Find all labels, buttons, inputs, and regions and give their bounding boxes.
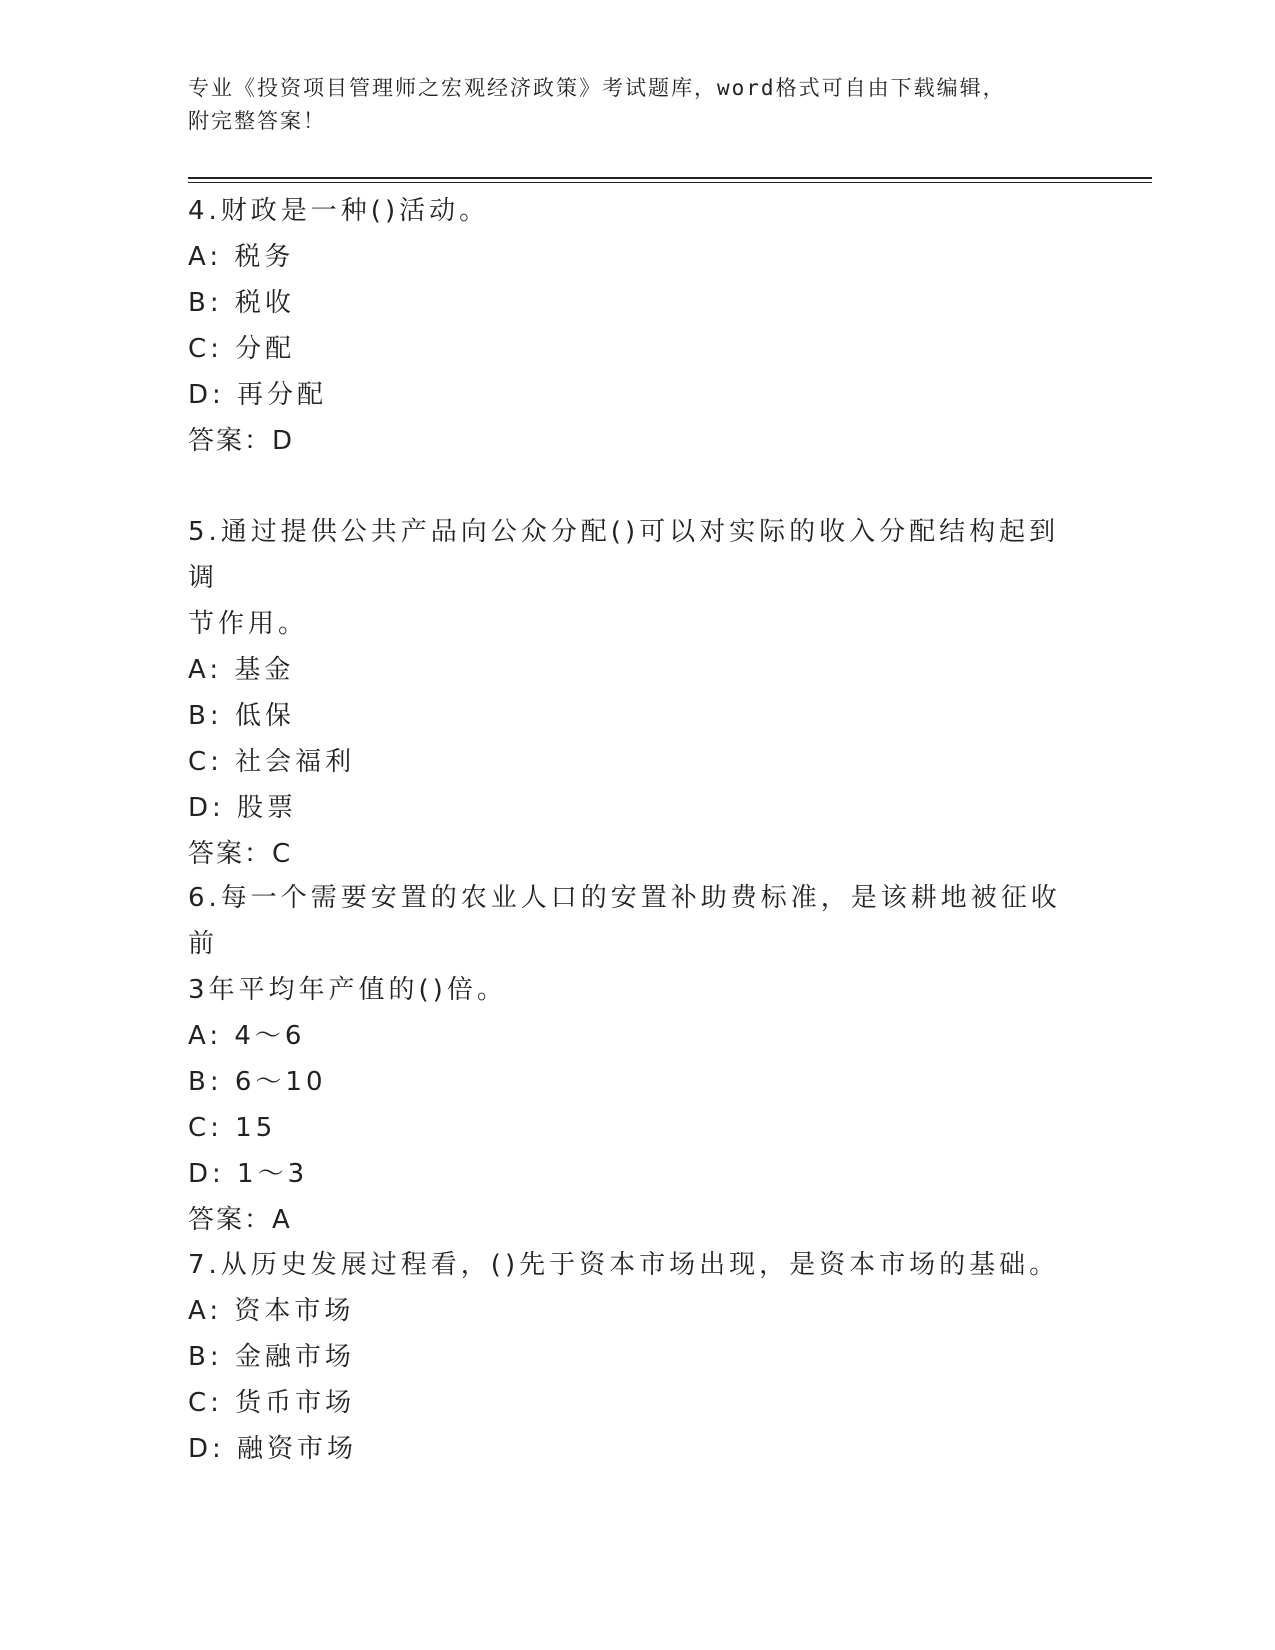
option-b: B: 税收 [188,288,295,318]
question-4 [188,188,1068,464]
question-stem-cont: 节作用。 [188,609,309,639]
option-b: B: 金融市场 [188,1342,355,1372]
question-stem: 6.每一个需要安置的农业人口的安置补助费标准，是该耕地被征收前 [188,883,1061,959]
option-d: D: 融资市场 [188,1434,358,1464]
option-a: A: 资本市场 [188,1296,355,1326]
option-d: D: 1～3 [188,1159,309,1189]
question-stem: 7.从历史发展过程看，()先于资本市场出现，是资本市场的基础。 [188,1250,1060,1280]
question-5 [188,509,1068,877]
document-header [188,72,1088,138]
question-6 [188,875,1068,1243]
answer: 答案：C [188,839,293,869]
header-line-2: 附完整答案！ [188,109,326,133]
option-c: C: 15 [188,1113,277,1143]
header-divider-bottom [188,182,1152,183]
question-7 [188,1242,1068,1472]
option-a: A: 4～6 [188,1021,306,1051]
option-b: B: 6～10 [188,1067,327,1097]
option-c: C: 货币市场 [188,1388,356,1418]
answer: 答案：A [188,1205,292,1235]
option-a: A: 税务 [188,242,295,272]
option-d: D: 股票 [188,793,298,823]
option-c: C: 分配 [188,334,296,364]
option-b: B: 低保 [188,701,295,731]
header-line-1: 专业《投资项目管理师之宏观经济政策》考试题库，word格式可自由下载编辑， [188,76,1006,100]
option-a: A: 基金 [188,655,295,685]
header-divider-top [188,177,1152,179]
answer: 答案：D [188,426,295,456]
option-d: D: 再分配 [188,380,328,410]
question-stem: 4.财政是一种()活动。 [188,196,490,226]
question-stem: 5.通过提供公共产品向公众分配()可以对实际的收入分配结构起到调 [188,517,1060,593]
question-stem-cont: 3年平均年产值的()倍。 [188,975,507,1005]
option-c: C: 社会福利 [188,747,356,777]
